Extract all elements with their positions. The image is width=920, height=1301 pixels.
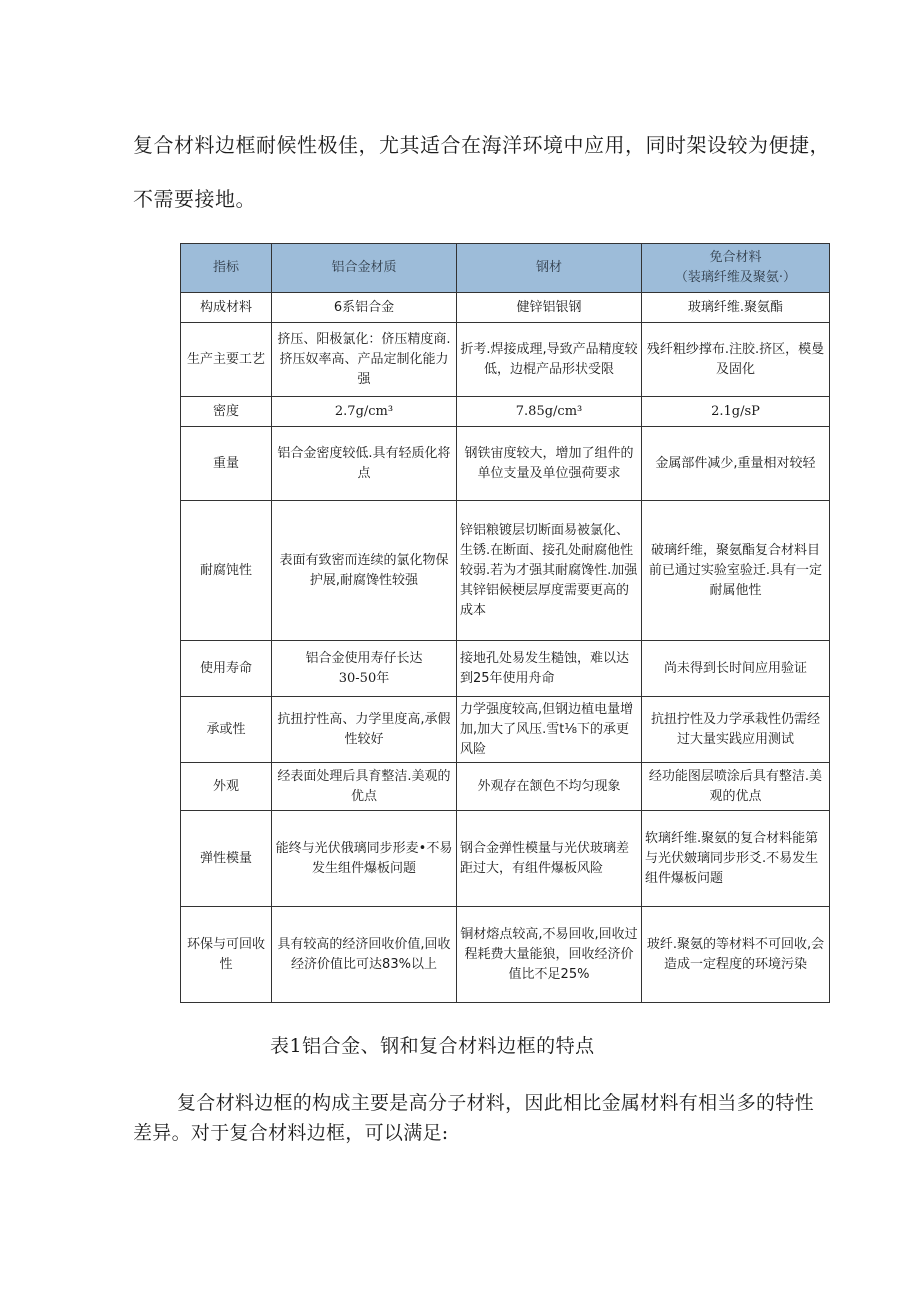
cell-aluminum: 经表面处理后具育整洁.美观的优点 (272, 763, 457, 811)
table-row (181, 811, 830, 907)
cell-composite: 经功能图层喷涂后具有整洁.美观的优点 (642, 763, 830, 811)
cell-composite: 金属部件减少,重量相对较轻 (642, 427, 830, 501)
row-label: 弹性模量 (181, 811, 272, 907)
table-header-row (181, 244, 830, 293)
row-label: 重量 (181, 427, 272, 501)
header-composite (642, 244, 830, 293)
cell-steel: 钢合金弹性模量与光伏玻璃差距过大，有组件爆板风险 (457, 811, 642, 907)
intro-paragraph: 复合材料边框耐候性极佳，尤其适合在海洋环境中应用，同时架设较为便捷，不需要接地。 (133, 133, 830, 211)
table-row (181, 501, 830, 641)
cell-aluminum (272, 641, 457, 697)
cell-composite: 软璃纤维.聚氨的复合材料能第与光伏皴璃同步形爻.不易发生组件爆板问题 (642, 811, 830, 907)
row-label: 承或性 (181, 697, 272, 763)
cell-composite: 残纤粗纱撑布.注胶.挤区，模曼及固化 (642, 323, 830, 397)
cell-composite: 玻纤.聚氨的等材料不可回收,会造成一定程度的环境污染 (642, 907, 830, 1003)
lifespan-line2: 30-50年 (338, 670, 390, 686)
cell-composite: 破璃纤维，聚氨酯复合材料目前已通过实验室验迁.具有一定耐属他性 (642, 501, 830, 641)
cell-aluminum: 6系铝合金 (272, 293, 457, 323)
header-aluminum: 铝合金材质 (272, 244, 457, 293)
cell-composite: 2.1g/sP (642, 397, 830, 427)
row-label: 耐腐饨性 (181, 501, 272, 641)
table-row (181, 641, 830, 697)
cell-aluminum: 表面有致密而连续的氯化物保护展,耐腐馋性较强 (272, 501, 457, 641)
table-row (181, 323, 830, 397)
table-row (181, 763, 830, 811)
row-label: 密度 (181, 397, 272, 427)
cell-steel: 锌铝粮镀层切断面易被氯化、生锈.在断面、接孔处耐腐他性较弱.若为才强其耐腐馋性.加强其锌铝候梗层厚度需要更高的成本 (457, 501, 642, 641)
cell-steel: 健锌铝银钢 (457, 293, 642, 323)
cell-aluminum: 能终与光伏俄璃同步形麦•不易发生组件爆板问题 (272, 811, 457, 907)
cell-aluminum: 挤压、阳极氯化：侪压精度商.挤压奴率高、产品定制化能力强 (272, 323, 457, 397)
row-label: 生产主要工艺 (181, 323, 272, 397)
lifespan-line1: 铝合金使用寿仔长达 (305, 650, 423, 666)
row-label: 环保与可回收性 (181, 907, 272, 1003)
cell-steel: 折考.焊接成理,导致产品精度较低，边棍产品形状受限 (457, 323, 642, 397)
table-caption: 表1铝合金、钢和复合材料边框的特点 (270, 1035, 595, 1057)
header-composite-line2: （装璃纤维及聚氨·） (674, 270, 797, 285)
cell-steel: 铜材熔点较高,不易回收,回收过程耗费大量能狼，回收经济价值比不足25% (457, 907, 642, 1003)
row-label: 外观 (181, 763, 272, 811)
table-row (181, 907, 830, 1003)
cell-composite: 玻璃纤维.聚氨酯 (642, 293, 830, 323)
comparison-table (180, 243, 830, 1003)
final-paragraph: 复合材料边框的构成主要是高分子材料，因此相比金属材料有相当多的特性差异。对于复合材料边框，可以满足: (133, 1092, 814, 1144)
header-indicator: 指标 (181, 244, 272, 293)
cell-composite: 尚未得到长时间应用验证 (642, 641, 830, 697)
cell-aluminum: 2.7g/cm³ (272, 397, 457, 427)
table-row (181, 397, 830, 427)
cell-aluminum: 具有较高的经济回收价值,回收经济价值比可达83%以上 (272, 907, 457, 1003)
row-label: 构成材料 (181, 293, 272, 323)
table-row (181, 293, 830, 323)
table-row (181, 697, 830, 763)
header-composite-line1: 免合材料 (709, 250, 762, 265)
cell-aluminum: 铝合金密度较低.具有轻质化将点 (272, 427, 457, 501)
cell-aluminum: 抗扭拧性高、力学里度高,承假性较好 (272, 697, 457, 763)
row-label: 使用寿命 (181, 641, 272, 697)
cell-steel: 7.85g/cm³ (457, 397, 642, 427)
cell-steel: 外观存在颔色不均匀现象 (457, 763, 642, 811)
cell-steel: 接地孔处易发生糙蚀，难以达到25年使用舟命 (457, 641, 642, 697)
table-row (181, 427, 830, 501)
cell-steel: 钢铁宙度较大，增加了组件的单位支量及单位强荷要求 (457, 427, 642, 501)
cell-composite: 抗扭拧性及力学承栽性仍需经过大量实践应用测试 (642, 697, 830, 763)
cell-steel: 力学强度较高,但钢边植电量增加,加大了风压.雪t⅛下的承更风险 (457, 697, 642, 763)
header-steel: 钢材 (457, 244, 642, 293)
